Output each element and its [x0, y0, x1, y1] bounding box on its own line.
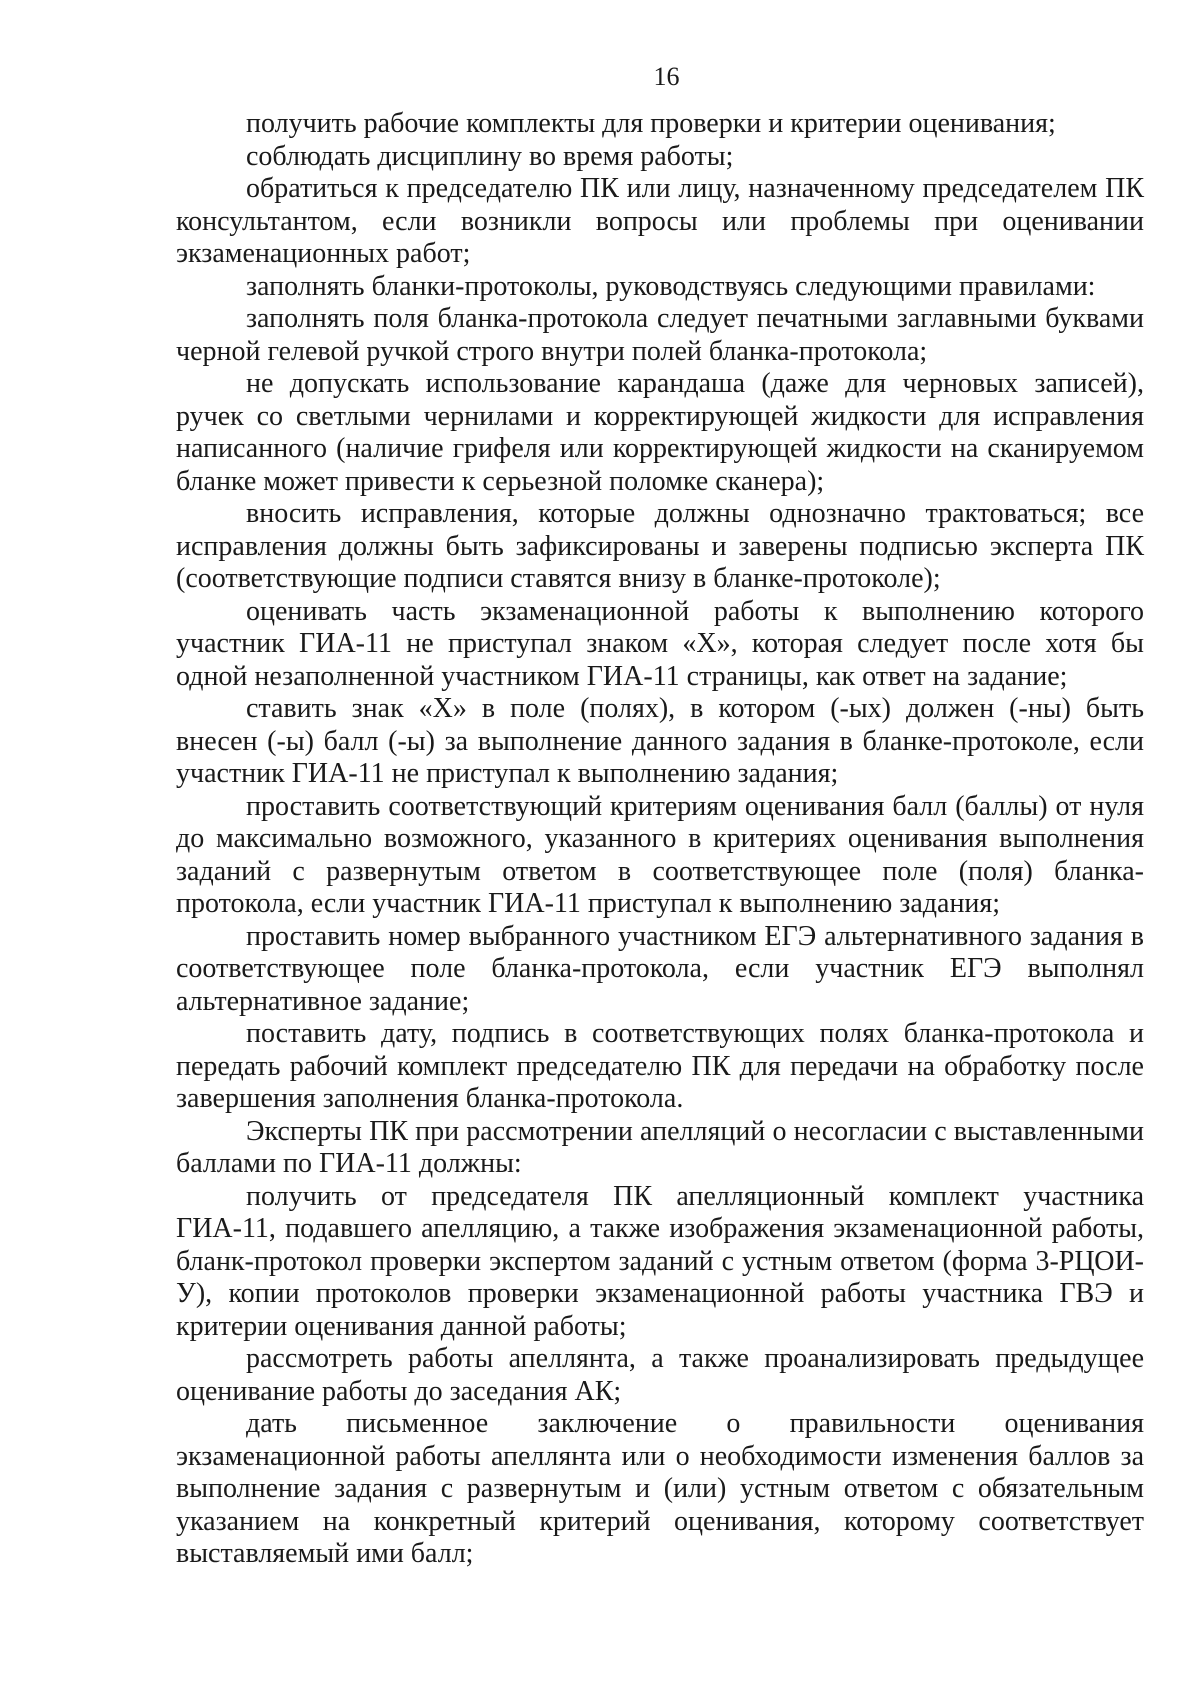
paragraph: Эксперты ПК при рассмотрении апелляций о несогласии с выставленными баллами по ГИА-11 должны:: [176, 1115, 1144, 1179]
paragraph: получить рабочие комплекты для проверки и критерии оценивания;: [246, 108, 1056, 139]
paragraph: проставить номер выбранного участником ЕГЭ альтернативного задания в соответствующее поле бланка-протокола, если участник ЕГЭ выполнял альтернативное задание;: [176, 920, 1144, 1017]
paragraph: соблюдать дисциплину во время работы;: [246, 140, 734, 172]
paragraph: ставить знак «Х» в поле (полях), в котором (-ых) должен (-ны) быть внесен (-ы) балл (-ы) за выполнение данного задания в бланке-протоколе, если участник ГИА-11 не приступал к выполнению задания;: [176, 693, 1144, 789]
paragraph: не допускать использование карандаша (даже для черновых записей), ручек со светлыми чернилами и корректирующей жидкости для исправления написанного (наличие грифеля или корректирующей жидкости на сканируемом бланке может привести к серьезной поломке сканера);: [176, 368, 1144, 497]
paragraph: вносить исправления, которые должны однозначно трактоваться; все исправления должны быть зафиксированы и заверены подписью эксперта ПК (соответствующие подписи ставятся внизу в бланке-протоколе);: [176, 498, 1144, 594]
paragraph: дать письменное заключение о правильности оценивания экзаменационной работы апеллянта или о необходимости изменения баллов за выполнение задания с развернутым и (или) устным ответом с обязательным указанием на конкретный критерий оценивания, которому соответствует выставляемый ими балл;: [176, 1408, 1144, 1569]
paragraph: обратиться к председателю ПК или лицу, назначенному председателем ПК консультантом, если возникли вопросы или проблемы при оценивании экзаменационных работ;: [176, 173, 1144, 269]
document-body: [176, 108, 1144, 1571]
paragraph: проставить соответствующий критериям оценивания балл (баллы) от нуля до максимально возможного, указанного в критериях оценивания выполнения заданий с развернутым ответом в соответствующее поле (поля) бланка-протокола, если участник ГИА-11 приступал к выполнению задания;: [176, 790, 1144, 919]
paragraph: оценивать часть экзаменационной работы к выполнению которого участник ГИА-11 не приступал знаком «Х», которая следует после хотя бы одной незаполненной участником ГИА-11 страницы, как ответ на задание;: [176, 595, 1144, 692]
paragraph: заполнять поля бланка-протокола следует печатными заглавными буквами черной гелевой ручкой строго внутри полей бланка-протокола;: [176, 303, 1144, 367]
paragraph: заполнять бланки-протоколы, руководствуясь следующими правилами:: [246, 270, 1096, 302]
paragraph: получить от председателя ПК апелляционный комплект участника ГИА-11, подавшего апелляцию, а также изображения экзаменационной работы, бланк-протокол проверки экспертом заданий с устным ответом (форма 3-РЦОИ-У), копии протоколов проверки экзаменационной работы участника ГВЭ и критерии оценивания данной работы;: [176, 1180, 1144, 1342]
page-number: 16: [653, 62, 680, 91]
paragraph: рассмотреть работы апеллянта, а также проанализировать предыдущее оценивание работы до заседания АК;: [176, 1343, 1144, 1407]
paragraph: поставить дату, подпись в соответствующих полях бланка-протокола и передать рабочий комплект председателю ПК для передачи на обработку после завершения заполнения бланка-протокола.: [176, 1018, 1144, 1114]
